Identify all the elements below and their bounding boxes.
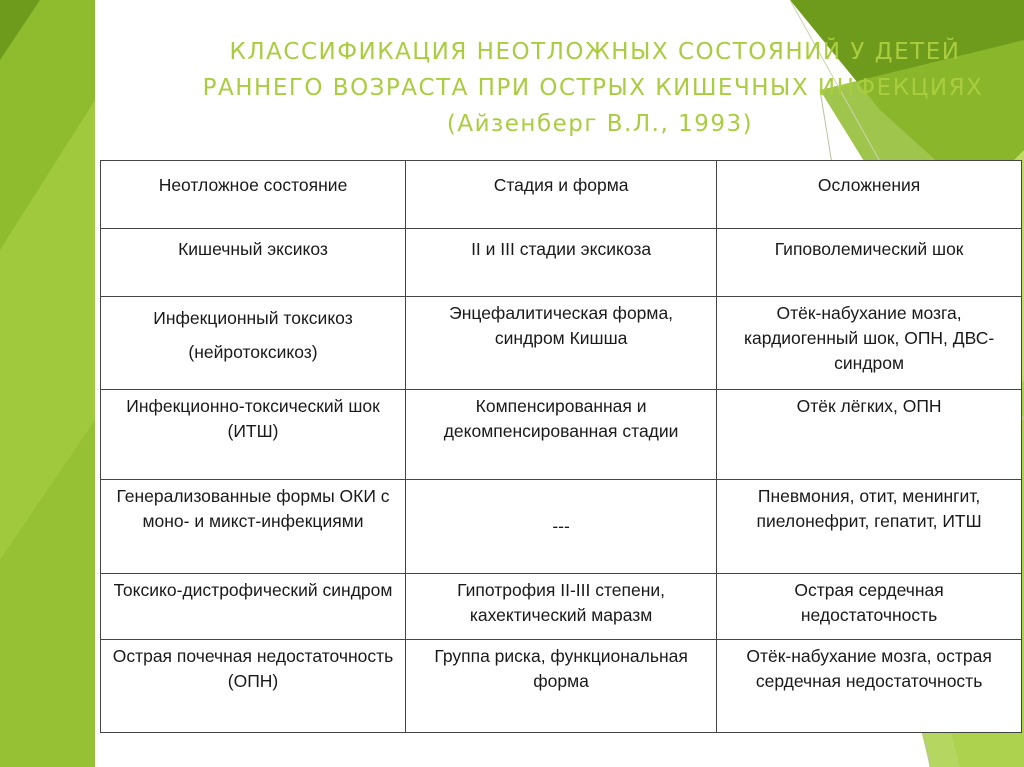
table-cell: Группа риска, функциональная форма [406,640,717,733]
table-cell: --- [406,480,717,574]
table-cell: Острая почечная недостаточность (ОПН) [101,640,406,733]
table-cell: Гиповолемический шок [717,229,1022,297]
table-cell: Инфекционный токсикоз (нейротоксикоз) [101,297,406,390]
title-line-3: (Айзенберг В.Л., 1993) [446,111,754,137]
table-row [101,574,1022,640]
table-cell: Отёк-набухание мозга, острая сердечная недостаточность [717,640,1022,733]
slide-title [150,34,1000,142]
table-cell: Отёк лёгких, ОПН [717,390,1022,480]
table-cell: Кишечный эксикоз [101,229,406,297]
table-cell: Пневмония, отит, менингит, пиелонефрит, гепатит, ИТШ [717,480,1022,574]
table-row [101,390,1022,480]
table-header-row [101,161,1022,229]
classification-table [100,160,1022,733]
table-cell: Генерализованные формы ОКИ с моно- и микст-инфекциями [101,480,406,574]
table-row [101,480,1022,574]
table-cell: Отёк-набухание мозга, кардиогенный шок, ОПН, ДВС-синдром [717,297,1022,390]
header-cell: Неотложное состояние [101,161,406,229]
table-cell: Энцефалитическая форма, синдром Кишша [406,297,717,390]
table-cell: II и III стадии эксикоза [406,229,717,297]
table-row [101,297,1022,390]
title-line-1: КЛАССИФИКАЦИЯ НЕОТЛОЖНЫХ СОСТОЯНИЙ У ДЕТЕЙ [229,39,961,65]
table-row [101,640,1022,733]
table-cell: Токсико-дистрофический синдром [101,574,406,640]
header-cell: Осложнения [717,161,1022,229]
table-cell: Инфекционно-токсический шок (ИТШ) [101,390,406,480]
table-row [101,229,1022,297]
title-line-2: РАННЕГО ВОЗРАСТА ПРИ ОСТРЫХ КИШЕЧНЫХ ИНФЕКЦИЯХ [202,75,984,101]
table-cell: Компенсированная и декомпенсированная стадии [406,390,717,480]
table-cell: Острая сердечная недостаточность [717,574,1022,640]
table-cell: Гипотрофия II-III степени, кахектический маразм [406,574,717,640]
header-cell: Стадия и форма [406,161,717,229]
